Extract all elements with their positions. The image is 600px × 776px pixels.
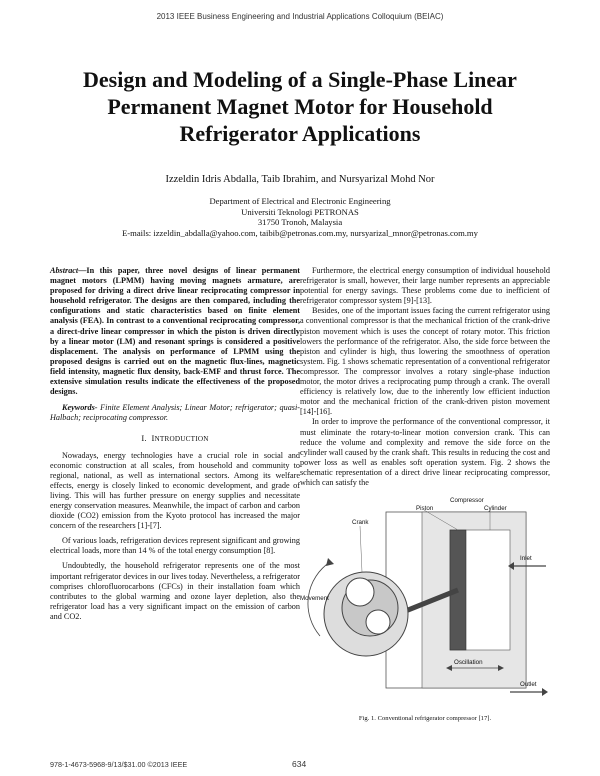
section-number: I. [141, 433, 147, 444]
paper-title: Design and Modeling of a Single-Phase Linear Permanent Magnet Motor for Household Refrigerator Applications [83, 67, 517, 146]
label-compressor: Compressor [450, 497, 484, 505]
figure-compressor-diagram [300, 496, 550, 712]
page-number: 634 [292, 759, 307, 769]
abstract-text: —In this paper, three novel designs of linear permanent magnet motors (LPMM) having moving magnets armature, are proposed for driving a direct drive linear reciprocating compressor in household refrigerator. The designs are then compared, including the configurations and static characteristics based on finite element analysis (FEA). In contrast to a conventional reciprocating compressor, a direct-drive linear compressor in which the piston is driven directly by a linear motor (LM) and resonant springs is considered a positive displacement. The analysis on performance of LPMM using the proposed designs is carried out on the magnetic flux-lines, magnetic field intensity, magnetic flux density, back-EMF and thrust force. The extensive simulation results indicate the effectiveness of the proposed designs. [50, 266, 300, 397]
label-oscillation: Oscillation [454, 659, 483, 667]
affiliation-city: 31750 Tronoh, Malaysia [257, 217, 343, 228]
label-crank: Crank [352, 519, 369, 527]
footer-isbn: 978-1-4673-5968-9/13/$31.00 ©2013 IEEE [50, 760, 188, 769]
right-paragraph-3: In order to improve the performance of the conventional compressor, it must eliminate the rotary-to-linear motion conversion crank. This can reduce the volume and complexity and remove the side force on the cylinder wall caused by the crank shaft. This results in reducing the cost and power loss as well as enables soft operation system. Fig. 2 shows the schematic representation of a direct drive linear reciprocating compressor, which can satisfy the [300, 417, 550, 487]
abstract [50, 266, 300, 397]
affiliation-emails: E-mails: izzeldin_abdalla@yahoo.com, taibib@petronas.com.my, nursyarizal_mnor@petronas.com.my [122, 227, 478, 238]
affiliation-block [0, 196, 600, 238]
crank-leader [360, 526, 362, 572]
section-title-rest: NTRODUCTION [154, 435, 209, 444]
compressor-diagram-svg [300, 496, 550, 712]
section-title-first-letter: I [151, 433, 155, 444]
keywords [50, 403, 300, 423]
label-cylinder: Cylinder [484, 505, 507, 513]
label-movement: Movement [300, 595, 329, 603]
label-piston: Piston [416, 505, 434, 513]
outlet-arrow [542, 688, 548, 696]
rotation-arrow-head [326, 558, 334, 566]
conference-header: 2013 IEEE Business Engineering and Industrial Applications Colloquium (BEIAC) [156, 12, 444, 21]
keywords-text: Finite Element Analysis; Linear Motor; refrigerator; quasi-Halbach; reciprocating compressor. [50, 403, 300, 423]
intro-paragraph-1: Nowadays, energy technologies have a crucial role in social and economic construction at all scales, from household and community to regional, national, as well as international sectors. Among its welfare effects, energy is closely linked to economic development, and grade of living. This will has further pressure on energy supplies and necessitate energy conservation measures. Meanwhile, the impact of carbon and carbon dioxide (CO2) emission from the Kyoto protocol has increased the major concern of the researchers [1]-[7]. [50, 450, 300, 531]
right-paragraph-1: Furthermore, the electrical energy consumption of individual household refrigerator is small, however, their large number represents an appreciable potential for energy savings. These problems come due to inefficient of refrigerator compressor system [9]-[13]. [300, 266, 550, 306]
label-outlet: Outlet [520, 681, 537, 689]
intro-paragraph-2: Of various loads, refrigeration devices represent significant and growing electrical loads, more than 14 % of the total energy consumption [8]. [50, 536, 300, 556]
left-column [50, 266, 300, 622]
section-heading-introduction [50, 433, 300, 444]
affiliation-university: Universiti Teknologi PETRONAS [241, 206, 359, 217]
figure-caption: Fig. 1. Conventional refrigerator compressor [17]. [358, 715, 492, 723]
right-column [300, 266, 550, 724]
crank-pin-lower [366, 610, 390, 634]
right-paragraph-2: Besides, one of the important issues facing the current refrigerator using a conventional compressor is that the mechanical friction of the crank-drive piston movement which is uses the concept of rotary motor. This friction lowers the performance of the refrigerator. Also, the side force between the piston and cylinder is high, thus lowering the smoothness of operation system. Fig. 1 shows schematic representation of a conventional refrigerator compressor. The compressor involves a rotary single-phase induction motor, the motor drives a reciprocating pump through a crank. The overall efficiency is relatively low, due to the inherently low efficient induction motor and the mechanical friction of the crank-driven piston movement [14]-[16]. [300, 306, 550, 417]
label-inlet: Inlet [520, 555, 532, 563]
author-list: Izzeldin Idris Abdalla, Taib Ibrahim, and Nursyarizal Mohd Nor [165, 174, 435, 185]
abstract-label: Abstract [50, 266, 79, 275]
keywords-label: Keywords- [62, 403, 98, 413]
affiliation-department: Department of Electrical and Electronic Engineering [209, 196, 391, 206]
intro-paragraph-3: Undoubtedly, the household refrigerator represents one of the most important refrigerator devices in our lives today. Nevertheless, a refrigerator comprises chlorofluorocarbons (CFCs) in their installation foam which contributes to the global warming and ozone layer depletion, also the refrigerator load has a very significant impact on the emission of carbon and CO2. [50, 561, 300, 621]
crank-pin-upper [346, 578, 374, 606]
